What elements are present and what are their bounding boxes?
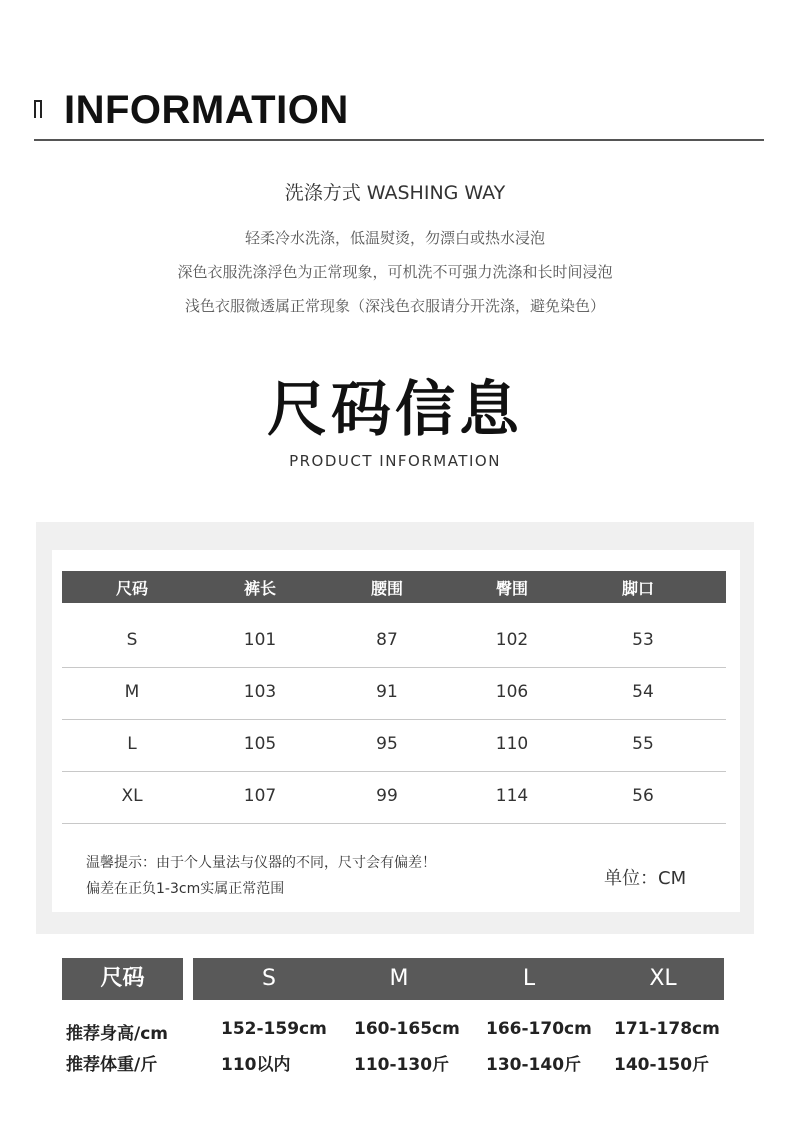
header-cell: 尺码 xyxy=(115,579,148,598)
row-value: 130-140斤 xyxy=(486,1055,582,1075)
row-value: 171-178cm xyxy=(614,1019,720,1039)
row-value: 166-170cm xyxy=(486,1019,592,1039)
table-row xyxy=(62,720,726,772)
recommend-weight-row xyxy=(0,1050,790,1074)
table-cell: 103 xyxy=(243,682,277,702)
recommend-size-header xyxy=(193,958,724,1000)
recommend-size-label: 尺码 xyxy=(62,958,183,1000)
table-cell: XL xyxy=(121,786,143,806)
row-label: 推荐体重/斤 xyxy=(66,1055,158,1075)
table-cell: 110 xyxy=(495,734,529,754)
measurement-tip: 温馨提示：由于个人量法与仪器的不同，尺寸会有偏差！ xyxy=(86,855,436,871)
table-row xyxy=(62,668,726,720)
table-cell: 95 xyxy=(376,734,398,754)
table-cell: 107 xyxy=(243,786,277,806)
table-cell: L xyxy=(127,734,137,754)
row-value: 110以内 xyxy=(221,1055,291,1075)
table-cell: 106 xyxy=(495,682,529,702)
header-cell: 脚口 xyxy=(621,579,654,598)
table-cell: S xyxy=(126,630,138,650)
recommend-size-m: M xyxy=(389,966,409,991)
recommend-size-l: L xyxy=(522,966,536,991)
table-cell: 87 xyxy=(376,630,398,650)
product-title: 尺码信息 xyxy=(267,375,523,445)
row-value: 110-130斤 xyxy=(354,1055,450,1075)
header-title: INFORMATION xyxy=(64,88,349,132)
table-cell: M xyxy=(124,682,140,702)
washing-line-3: 浅色衣服微透属正常现象（深浅色衣服请分开洗涤，避免染色） xyxy=(184,297,605,315)
table-cell: 114 xyxy=(495,786,529,806)
size-table-header xyxy=(62,571,726,603)
bars-icon xyxy=(34,100,48,118)
header-divider xyxy=(34,139,764,141)
table-row xyxy=(62,616,726,668)
row-value: 140-150斤 xyxy=(614,1055,710,1075)
table-cell: 105 xyxy=(243,734,277,754)
table-cell: 56 xyxy=(632,786,654,806)
deviation-note: 偏差在正负1-3cm实属正常范围 xyxy=(86,881,285,897)
unit-label: 单位：CM xyxy=(604,868,687,889)
washing-title: 洗涤方式 WASHING WAY xyxy=(284,182,506,204)
table-cell: 101 xyxy=(243,630,277,650)
row-value: 152-159cm xyxy=(221,1019,327,1039)
table-cell: 102 xyxy=(495,630,529,650)
table-cell: 91 xyxy=(376,682,398,702)
row-value: 160-165cm xyxy=(354,1019,460,1039)
table-cell: 54 xyxy=(632,682,654,702)
washing-line-2: 深色衣服洗涤浮色为正常现象，可机洗不可强力洗涤和长时间浸泡 xyxy=(177,263,613,281)
header-cell: 裤长 xyxy=(243,579,276,598)
row-label: 推荐身高/cm xyxy=(66,1024,168,1044)
recommend-size-s: S xyxy=(262,966,276,991)
recommend-height-row xyxy=(0,1019,790,1043)
washing-line-1: 轻柔冷水洗涤，低温熨烫，勿漂白或热水浸泡 xyxy=(244,229,545,247)
information-header xyxy=(34,86,764,146)
table-row xyxy=(62,772,726,824)
product-subtitle: PRODUCT INFORMATION xyxy=(289,452,501,470)
table-cell: 53 xyxy=(632,630,654,650)
recommend-size-xl: XL xyxy=(649,966,677,991)
header-cell: 腰围 xyxy=(370,579,403,598)
header-cell: 臀围 xyxy=(495,579,528,598)
table-cell: 55 xyxy=(632,734,654,754)
table-cell: 99 xyxy=(376,786,398,806)
